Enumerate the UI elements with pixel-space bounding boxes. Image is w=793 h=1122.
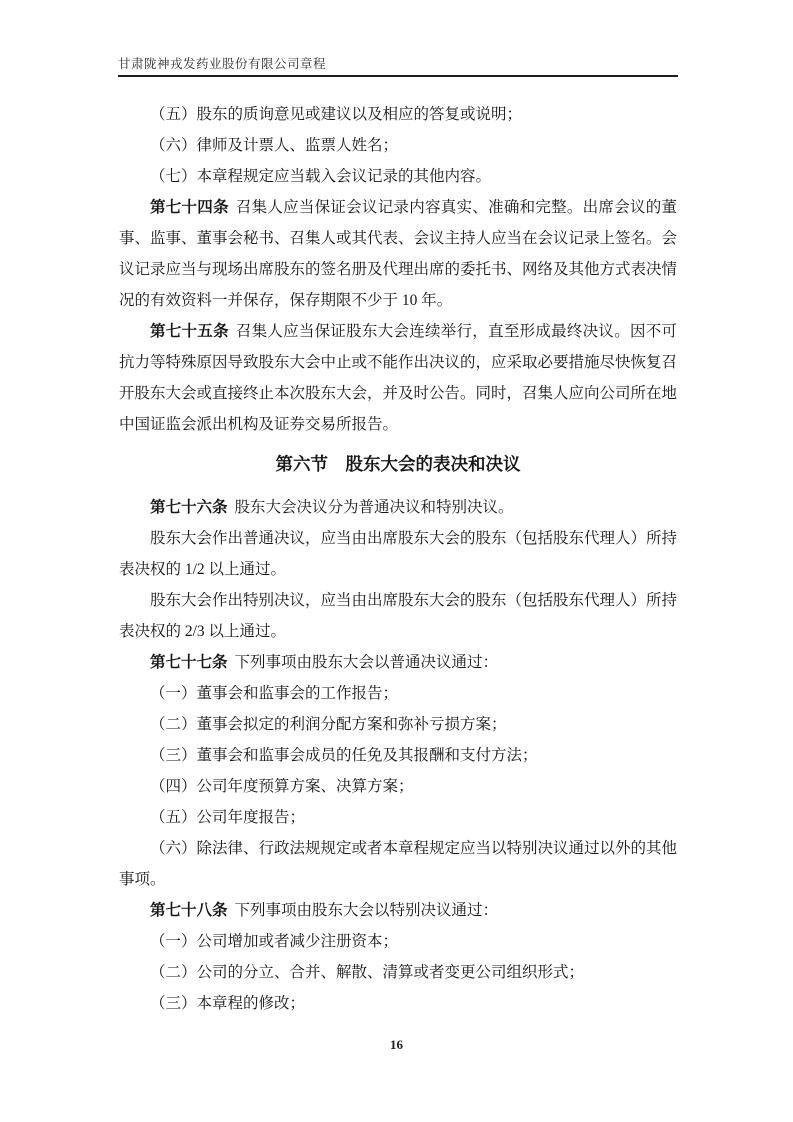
article-number: 第七十四条	[150, 199, 229, 216]
paragraph-text: （四）公司年度预算方案、决算方案；	[150, 778, 414, 795]
paragraph-text: 召集人应当保证股东大会连续举行，直至形成最终决议。因不可抗力等特殊原因导致股东大会中止或不能作出决议的，应采取必要措施尽快恢复召开股东大会或直接终止本次股东大会，并及时公告。同时，召集人应向公司所在地中国证监会派出机构及证券交易所报告。	[119, 323, 678, 433]
clause-item	[119, 771, 677, 802]
article-paragraph	[119, 316, 677, 440]
clause-item	[119, 740, 677, 771]
article-paragraph	[119, 492, 677, 523]
article-paragraph	[119, 895, 677, 926]
clause-item	[119, 833, 677, 895]
clause-item	[119, 161, 677, 192]
page-number: 16	[390, 1037, 403, 1052]
clause-item	[119, 802, 677, 833]
document-body	[119, 99, 677, 1019]
paragraph-text: （五）公司年度报告；	[150, 809, 306, 826]
article-number: 第七十五条	[150, 323, 229, 340]
article-paragraph	[119, 647, 677, 678]
clause-item	[119, 926, 677, 957]
paragraph-text: 召集人应当保证会议记录内容真实、准确和完整。出席会议的董事、监事、董事会秘书、召集人或其代表、会议主持人应当在会议记录上签名。会议记录应当与现场出席股东的签名册及代理出席的委托书、网络及其他方式表决情况的有效资料一并保存，保存期限不少于 10 年。	[119, 199, 678, 309]
paragraph-text: （一）公司增加或者减少注册资本；	[150, 933, 399, 950]
paragraph-text: （六）除法律、行政法规规定或者本章程规定应当以特别决议通过以外的其他事项。	[119, 840, 678, 888]
paragraph-text: 股东大会作出特别决议，应当由出席股东大会的股东（包括股东代理人）所持表决权的 2/3 以上通过。	[119, 592, 678, 640]
clause-item	[119, 709, 677, 740]
article-number: 第七十七条	[150, 654, 228, 671]
clause-item	[119, 678, 677, 709]
article-number: 第七十八条	[150, 902, 228, 919]
section-heading: 第六节 股东大会的表决和决议	[275, 454, 521, 474]
paragraph-text: （三）本章程的修改；	[150, 995, 306, 1012]
article-number: 第七十六条	[150, 499, 228, 516]
paragraph-text: （三）董事会和监事会成员的任免及其报酬和支付方法；	[150, 747, 538, 764]
paragraph	[119, 523, 677, 585]
paragraph-text: 下列事项由股东大会以特别决议通过：	[234, 902, 498, 919]
header-title: 甘肃陇神戎发药业股份有限公司章程	[118, 57, 327, 71]
article-paragraph	[119, 192, 677, 316]
paragraph	[119, 585, 677, 647]
paragraph-text: 下列事项由股东大会以普通决议通过：	[234, 654, 498, 671]
paragraph-text: （六）律师及计票人、监票人姓名；	[150, 137, 399, 154]
paragraph-text: 股东大会决议分为普通决议和特别决议。	[234, 499, 514, 516]
page-header	[118, 57, 678, 77]
paragraph-text: （七）本章程规定应当载入会议记录的其他内容。	[150, 168, 492, 185]
paragraph-text: （二）公司的分立、合并、解散、清算或者变更公司组织形式；	[150, 964, 585, 981]
paragraph-text: （一）董事会和监事会的工作报告；	[150, 685, 399, 702]
clause-item	[119, 99, 677, 130]
clause-item	[119, 988, 677, 1019]
clause-item	[119, 957, 677, 988]
paragraph-text: （二）董事会拟定的利润分配方案和弥补亏损方案；	[150, 716, 507, 733]
paragraph-text: 股东大会作出普通决议，应当由出席股东大会的股东（包括股东代理人）所持表决权的 1/2 以上通过。	[119, 530, 678, 578]
paragraph-text: （五）股东的质询意见或建议以及相应的答复或说明；	[150, 106, 523, 123]
clause-item	[119, 130, 677, 161]
